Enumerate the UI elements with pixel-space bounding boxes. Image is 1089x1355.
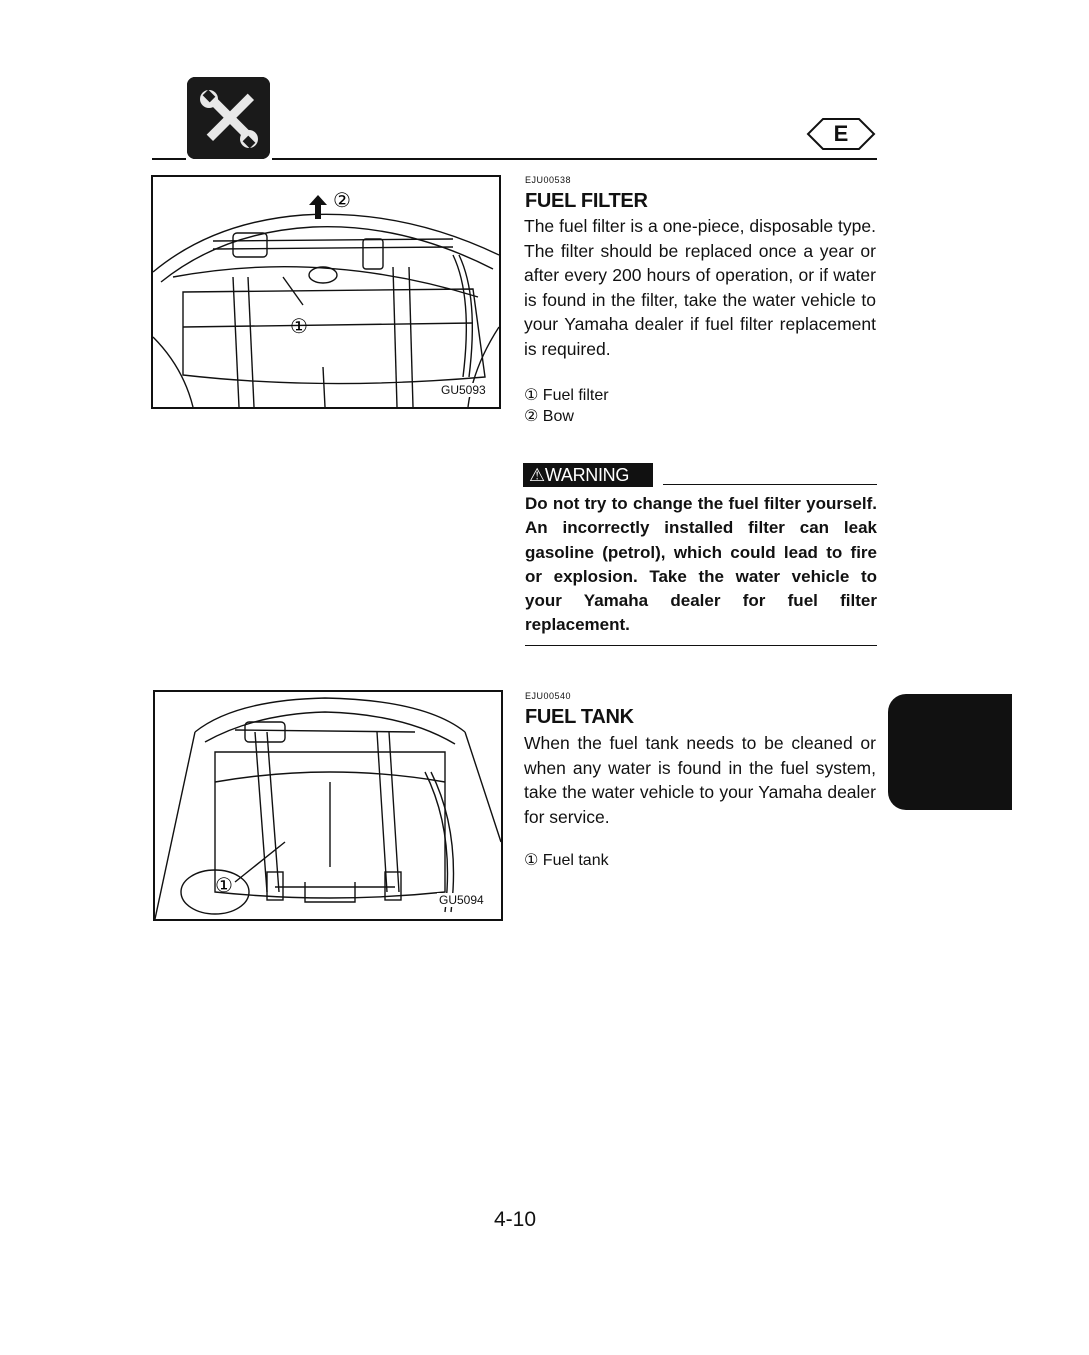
callout-1: ① — [290, 314, 308, 338]
legend-item: ② Bow — [524, 408, 574, 425]
header-rule-right — [272, 158, 877, 160]
language-badge: E — [833, 121, 849, 146]
bow-arrow-icon — [309, 195, 327, 219]
fuel-filter-heading: FUEL FILTER — [525, 190, 648, 212]
page-number: 4-10 — [493, 1208, 537, 1231]
legend-item: ① Fuel tank — [524, 852, 609, 869]
fuel-tank-body: When the fuel tank needs to be cleaned or when any water is found in the fuel system, take the water vehicle to your Yamaha dealer for service. — [524, 733, 876, 827]
fuel-tank-heading: FUEL TANK — [525, 706, 634, 728]
warning-badge: ⚠WARNING — [523, 463, 653, 487]
chapter-tab — [888, 694, 1012, 810]
fuel-tank-figure — [153, 690, 503, 921]
section-code: EJU00538 — [525, 175, 572, 185]
figure-code: GU5093 — [441, 383, 486, 397]
fuel-tank-legend — [524, 850, 609, 871]
fuel-tank-illustration — [155, 692, 501, 919]
warning-rule-top — [663, 484, 877, 485]
header-rule-left — [152, 158, 186, 160]
legend-item: ① Fuel filter — [524, 387, 609, 404]
fuel-filter-body: The fuel filter is a one-piece, disposable type. The filter should be replaced once a year or after every 200 hours of operation, or if water is found in the filter, take the water vehicle to your Yamaha dealer if fuel filter replacement is required. — [524, 216, 876, 359]
warning-rule-bottom — [525, 645, 877, 646]
wrench-screwdriver-icon — [187, 77, 270, 159]
figure-code: GU5094 — [439, 893, 484, 907]
fuel-filter-illustration — [153, 177, 499, 407]
fuel-filter-figure — [151, 175, 501, 409]
section-code: EJU00540 — [525, 691, 572, 701]
callout-2: ② — [333, 188, 351, 212]
warning-text: Do not try to change the fuel filter yourself. An incorrectly installed filter can leak gasoline (petrol), which could lead to fire or explosion. Take the water vehicle to your Yamaha dealer for fuel filter replacement. — [525, 494, 877, 635]
callout-1: ① — [215, 873, 233, 897]
fuel-filter-legend — [524, 385, 609, 427]
